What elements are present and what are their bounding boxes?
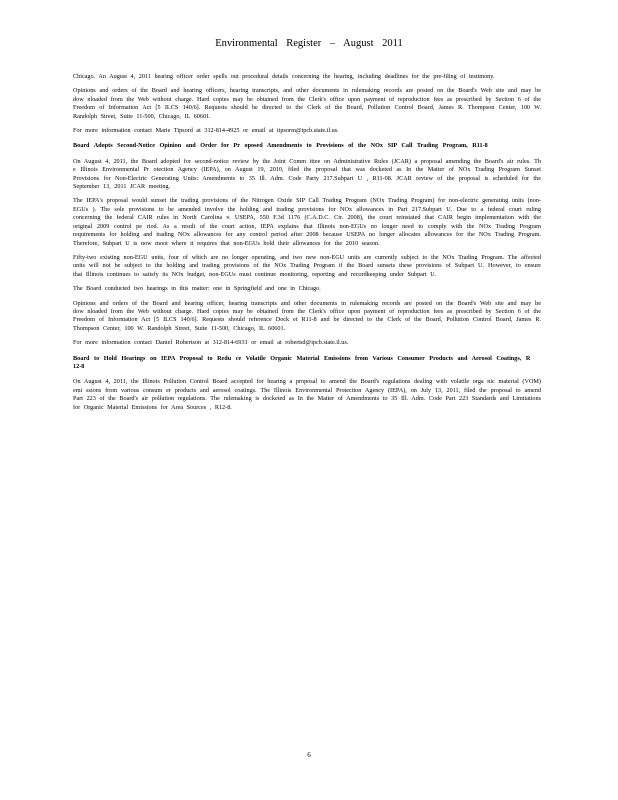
paragraph-hearings-held: The Board conducted two hearings in this matter: one in Springfield and one in Chicago. [73, 285, 321, 293]
paragraph-contact-tipsord: For more information contact Marie Tipsord at 312-814-4925 or email at tipsorm@ipcb.state.il.us. [73, 127, 339, 135]
paragraph-documents-info-r11-8: Opinions and orders of the Board and hearing officer, hearing transcripts and other documents in rulemaking records are posted on the Board's Web site and may be dow nloaded from the Web without charge. Hard copies may be obtained from the Clerk's office upon payment of reproduction fees as prescribed by Section 6 of the Freedom of Information Act [5 ILCS 140/6]. Requests should reference Dock et R11-8 and be directed to the Clerk of the Board, Pollution Control Board, James R. Thompson Center, 100 W. Randolph Street, Suite 11-500, Chicago, IL 60601. [73, 299, 541, 332]
paragraph-hearing-order: Chicago. An August 4, 2011 hearing officer order spells out procedural details concerning the hearing, including deadlines for the pre-filing of testimony. [73, 73, 495, 80]
heading-nox-sip-call: Board Adopts Second-Notice Opinion and Order for Pr oposed Amendments to Provisions of the NOx SIP Call Trading Program, R11-8 [73, 142, 488, 150]
article-body [73, 73, 541, 418]
paragraph-iepa-proposal: The IEPA's proposal would sunset the trading provisions of the Nitrogen Oxide SIP Call Trading Program (NOx Trading Program) for non-electric generating units (non-EGUs ). The sole provisions to be amended involve the holding and trading provisions for NOx allowances in Part 217.Subpart U. Due to a federal court ruling concerning the federal CAIR rules in North Carolina v. USEPA, 550 F.3d 1176 (C.A.D.C. Cir. 2008), the court reinstated that CAIR begin implementation with the original 2009 control pe riod. As a result of the court action, IEPA explains that Illinois non-EGUs no longer need to comply with the NOx Trading Program requirements for holding and trading NOx allowances for any control period after 2008 because USEPA no longer allocates allowances for the NOx Trading Program. Therefore, Subpart U is now moot where it requires that non-EGUs hold their allowances for the 2010 season. [73, 197, 541, 247]
page-header: Environmental Register – August 2011 [215, 38, 403, 49]
paragraph-second-notice: On August 4, 2011, the Board adopted for second-notice review by the Joint Comm ittee on Administrative Rules (JCAR) a proposal amending the Board's air rules. Th e Illinois Environmental Pr otection Agency (IEPA), on August 19, 2010, filed the proposal that was docketed as In the Matter of NOx Trading Program Sunset Provisions for Non-Electric Generating Units: Amendments to 35 Ill. Adm. Code Party 217.Subpart U , R11-08. JCAR review of the proposal is scheduled for the September 13, 2011 JCAR meeting. [73, 157, 541, 191]
paragraph-contact-robertson: For more information contact Daniel Robertson at 312-814-6931 or email at robertsd@ipcb.state.il.us. [73, 339, 349, 347]
heading-voc-consumer-products: Board to Hold Hearings on IEPA Proposal to Redu ce Volatile Organic Material Emissions from Various Consumer Products and Aerosol Coatings, R 12-8 [73, 354, 531, 370]
paragraph-r12-8-proposal: On August 4, 2011, the Illinois Pollution Control Board accepted for hearing a proposal to amend the Board's regulations dealing with volatile orga nic material (VOM) emi ssions from various consum er products and aerosol coatings. The Illinois Environmental Protection Agency (IEPA), on July 13, 2011, filed the proposal to amend Part 223 of the Board's air pollution regulations. The rulemaking is docketed as In the Matter of Amendments to 35 Ill. Adm. Code Part 223 Standards and Limitations for Organic Material Emissions for Area Sources , R12-8. [73, 378, 541, 411]
paragraph-non-egu-units: Fifty-two existing non-EGU units, four of which are no longer operating, and two new non-EGU units are currently subject to the NOx Trading Program. The affected units will not be subject to the holding and trading provisions of the NOx Trading Program if the Board sunsets these provisions of Subpart U. However, to ensure that Illinois continues to satisfy its NOx budget, non-EGUs must continue monitoring, reporting and recordkeeping under Subpart U. [73, 253, 541, 278]
paragraph-documents-info: Opinions and orders of the Board and hearing officers, hearing transcripts, and other documents in rulemaking records are posted on the Board's Web site and may be dow nloaded from the Web without charge. Hard copies may be obtained from the Clerk's office upon payment of reproduction fees as prescribed by Section 6 of the Freedom of Information Act [5 ILCS 140/6]. Requests should be directed to the Clerk of the Board, Pollution Control Board, James R. Thompson Center, 100 W. Randolph Street, Suite 11-500, Chicago, IL 60601. [73, 87, 541, 120]
page-number: 6 [307, 751, 311, 759]
